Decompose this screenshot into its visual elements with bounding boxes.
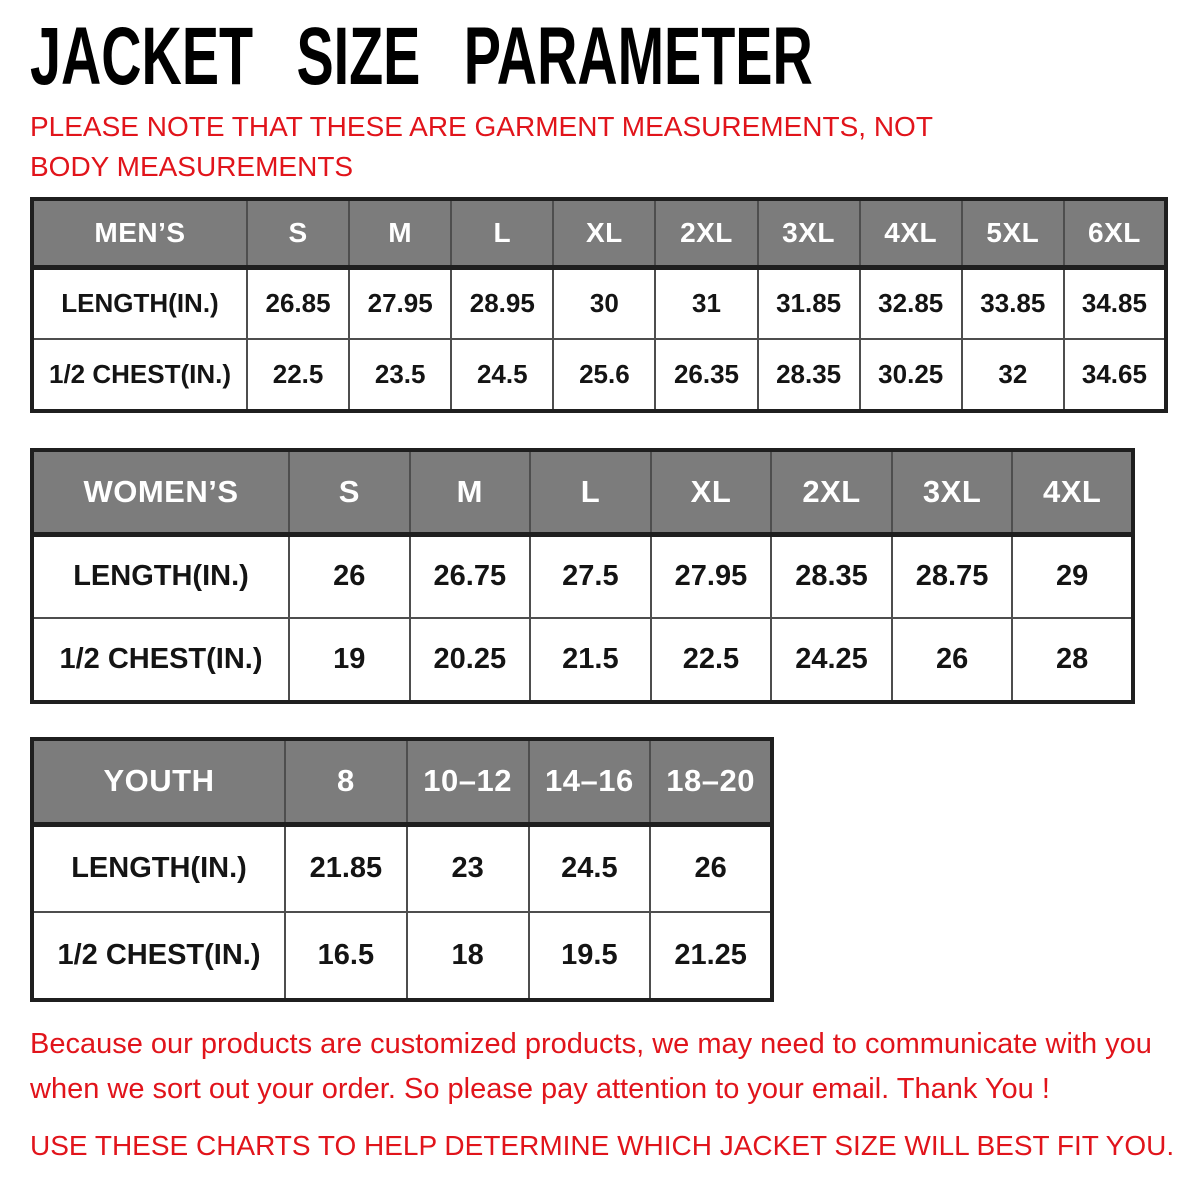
header-cell: L: [451, 199, 553, 267]
value-cell: 28: [1012, 618, 1133, 702]
value-cell: 34.85: [1064, 267, 1166, 339]
value-cell: 24.5: [451, 339, 553, 411]
header-cell: M: [349, 199, 451, 267]
value-cell: 24.25: [771, 618, 892, 702]
value-cell: 19: [289, 618, 410, 702]
value-cell: 24.5: [529, 824, 651, 912]
mens-size-table: [30, 197, 1168, 413]
mens-header-row: [32, 199, 1166, 267]
customization-notice: Because our products are customized products, we may need to communicate with you when we sort out your order. So please pay attention to your email. Thank You !: [30, 1028, 1152, 1105]
garment-measurement-note: PLEASE NOTE THAT THESE ARE GARMENT MEASUREMENTS, NOT BODY MEASUREMENTS: [30, 111, 933, 183]
header-cell: 10–12: [407, 739, 529, 824]
header-cell: 2XL: [771, 450, 892, 534]
header-cell: 8: [285, 739, 407, 824]
value-cell: 16.5: [285, 912, 407, 1000]
header-cell: XL: [651, 450, 772, 534]
value-cell: 26.35: [655, 339, 757, 411]
value-cell: 26: [892, 618, 1013, 702]
value-cell: 22.5: [247, 339, 349, 411]
value-cell: 29: [1012, 534, 1133, 618]
header-cell: 3XL: [758, 199, 860, 267]
value-cell: 26.85: [247, 267, 349, 339]
value-cell: 28.35: [771, 534, 892, 618]
value-cell: 26: [650, 824, 772, 912]
value-cell: 21.5: [530, 618, 651, 702]
value-cell: 31: [655, 267, 757, 339]
value-cell: 25.6: [553, 339, 655, 411]
value-cell: 32.85: [860, 267, 962, 339]
header-cell: 6XL: [1064, 199, 1166, 267]
womens-table-title-cell: WOMEN’S: [32, 450, 289, 534]
value-cell: 30.25: [860, 339, 962, 411]
header-cell: S: [289, 450, 410, 534]
row-label-cell: 1/2 CHEST(IN.): [32, 339, 247, 411]
youth-length-row: [32, 824, 772, 912]
womens-header-row: [32, 450, 1133, 534]
row-label-cell: 1/2 CHEST(IN.): [32, 912, 285, 1000]
youth-header-row: [32, 739, 772, 824]
youth-table-title-cell: YOUTH: [32, 739, 285, 824]
mens-length-row: [32, 267, 1166, 339]
header-cell: 2XL: [655, 199, 757, 267]
value-cell: 27.95: [651, 534, 772, 618]
header-cell: L: [530, 450, 651, 534]
value-cell: 20.25: [410, 618, 531, 702]
value-cell: 23.5: [349, 339, 451, 411]
header-cell: 3XL: [892, 450, 1013, 534]
youth-size-table: [30, 737, 774, 1002]
header-cell: 5XL: [962, 199, 1064, 267]
row-label-cell: LENGTH(IN.): [32, 267, 247, 339]
value-cell: 26.75: [410, 534, 531, 618]
womens-chest-row: [32, 618, 1133, 702]
header-cell: 4XL: [860, 199, 962, 267]
mens-table-title-cell: MEN’S: [32, 199, 247, 267]
value-cell: 30: [553, 267, 655, 339]
womens-length-row: [32, 534, 1133, 618]
value-cell: 22.5: [651, 618, 772, 702]
value-cell: 19.5: [529, 912, 651, 1000]
header-cell: S: [247, 199, 349, 267]
womens-size-table: [30, 448, 1135, 704]
header-cell: M: [410, 450, 531, 534]
header-cell: XL: [553, 199, 655, 267]
value-cell: 28.35: [758, 339, 860, 411]
mens-chest-row: [32, 339, 1166, 411]
value-cell: 27.95: [349, 267, 451, 339]
value-cell: 28.75: [892, 534, 1013, 618]
value-cell: 31.85: [758, 267, 860, 339]
value-cell: 23: [407, 824, 529, 912]
row-label-cell: LENGTH(IN.): [32, 534, 289, 618]
value-cell: 18: [407, 912, 529, 1000]
chart-usage-note: USE THESE CHARTS TO HELP DETERMINE WHICH JACKET SIZE WILL BEST FIT YOU.: [30, 1130, 1175, 1161]
row-label-cell: 1/2 CHEST(IN.): [32, 618, 289, 702]
page-title: JACKET SIZE PARAMETER: [30, 11, 813, 102]
value-cell: 27.5: [530, 534, 651, 618]
header-cell: 4XL: [1012, 450, 1133, 534]
value-cell: 32: [962, 339, 1064, 411]
row-label-cell: LENGTH(IN.): [32, 824, 285, 912]
value-cell: 33.85: [962, 267, 1064, 339]
value-cell: 21.25: [650, 912, 772, 1000]
value-cell: 34.65: [1064, 339, 1166, 411]
header-cell: 18–20: [650, 739, 772, 824]
value-cell: 28.95: [451, 267, 553, 339]
value-cell: 21.85: [285, 824, 407, 912]
youth-chest-row: [32, 912, 772, 1000]
header-cell: 14–16: [529, 739, 651, 824]
value-cell: 26: [289, 534, 410, 618]
